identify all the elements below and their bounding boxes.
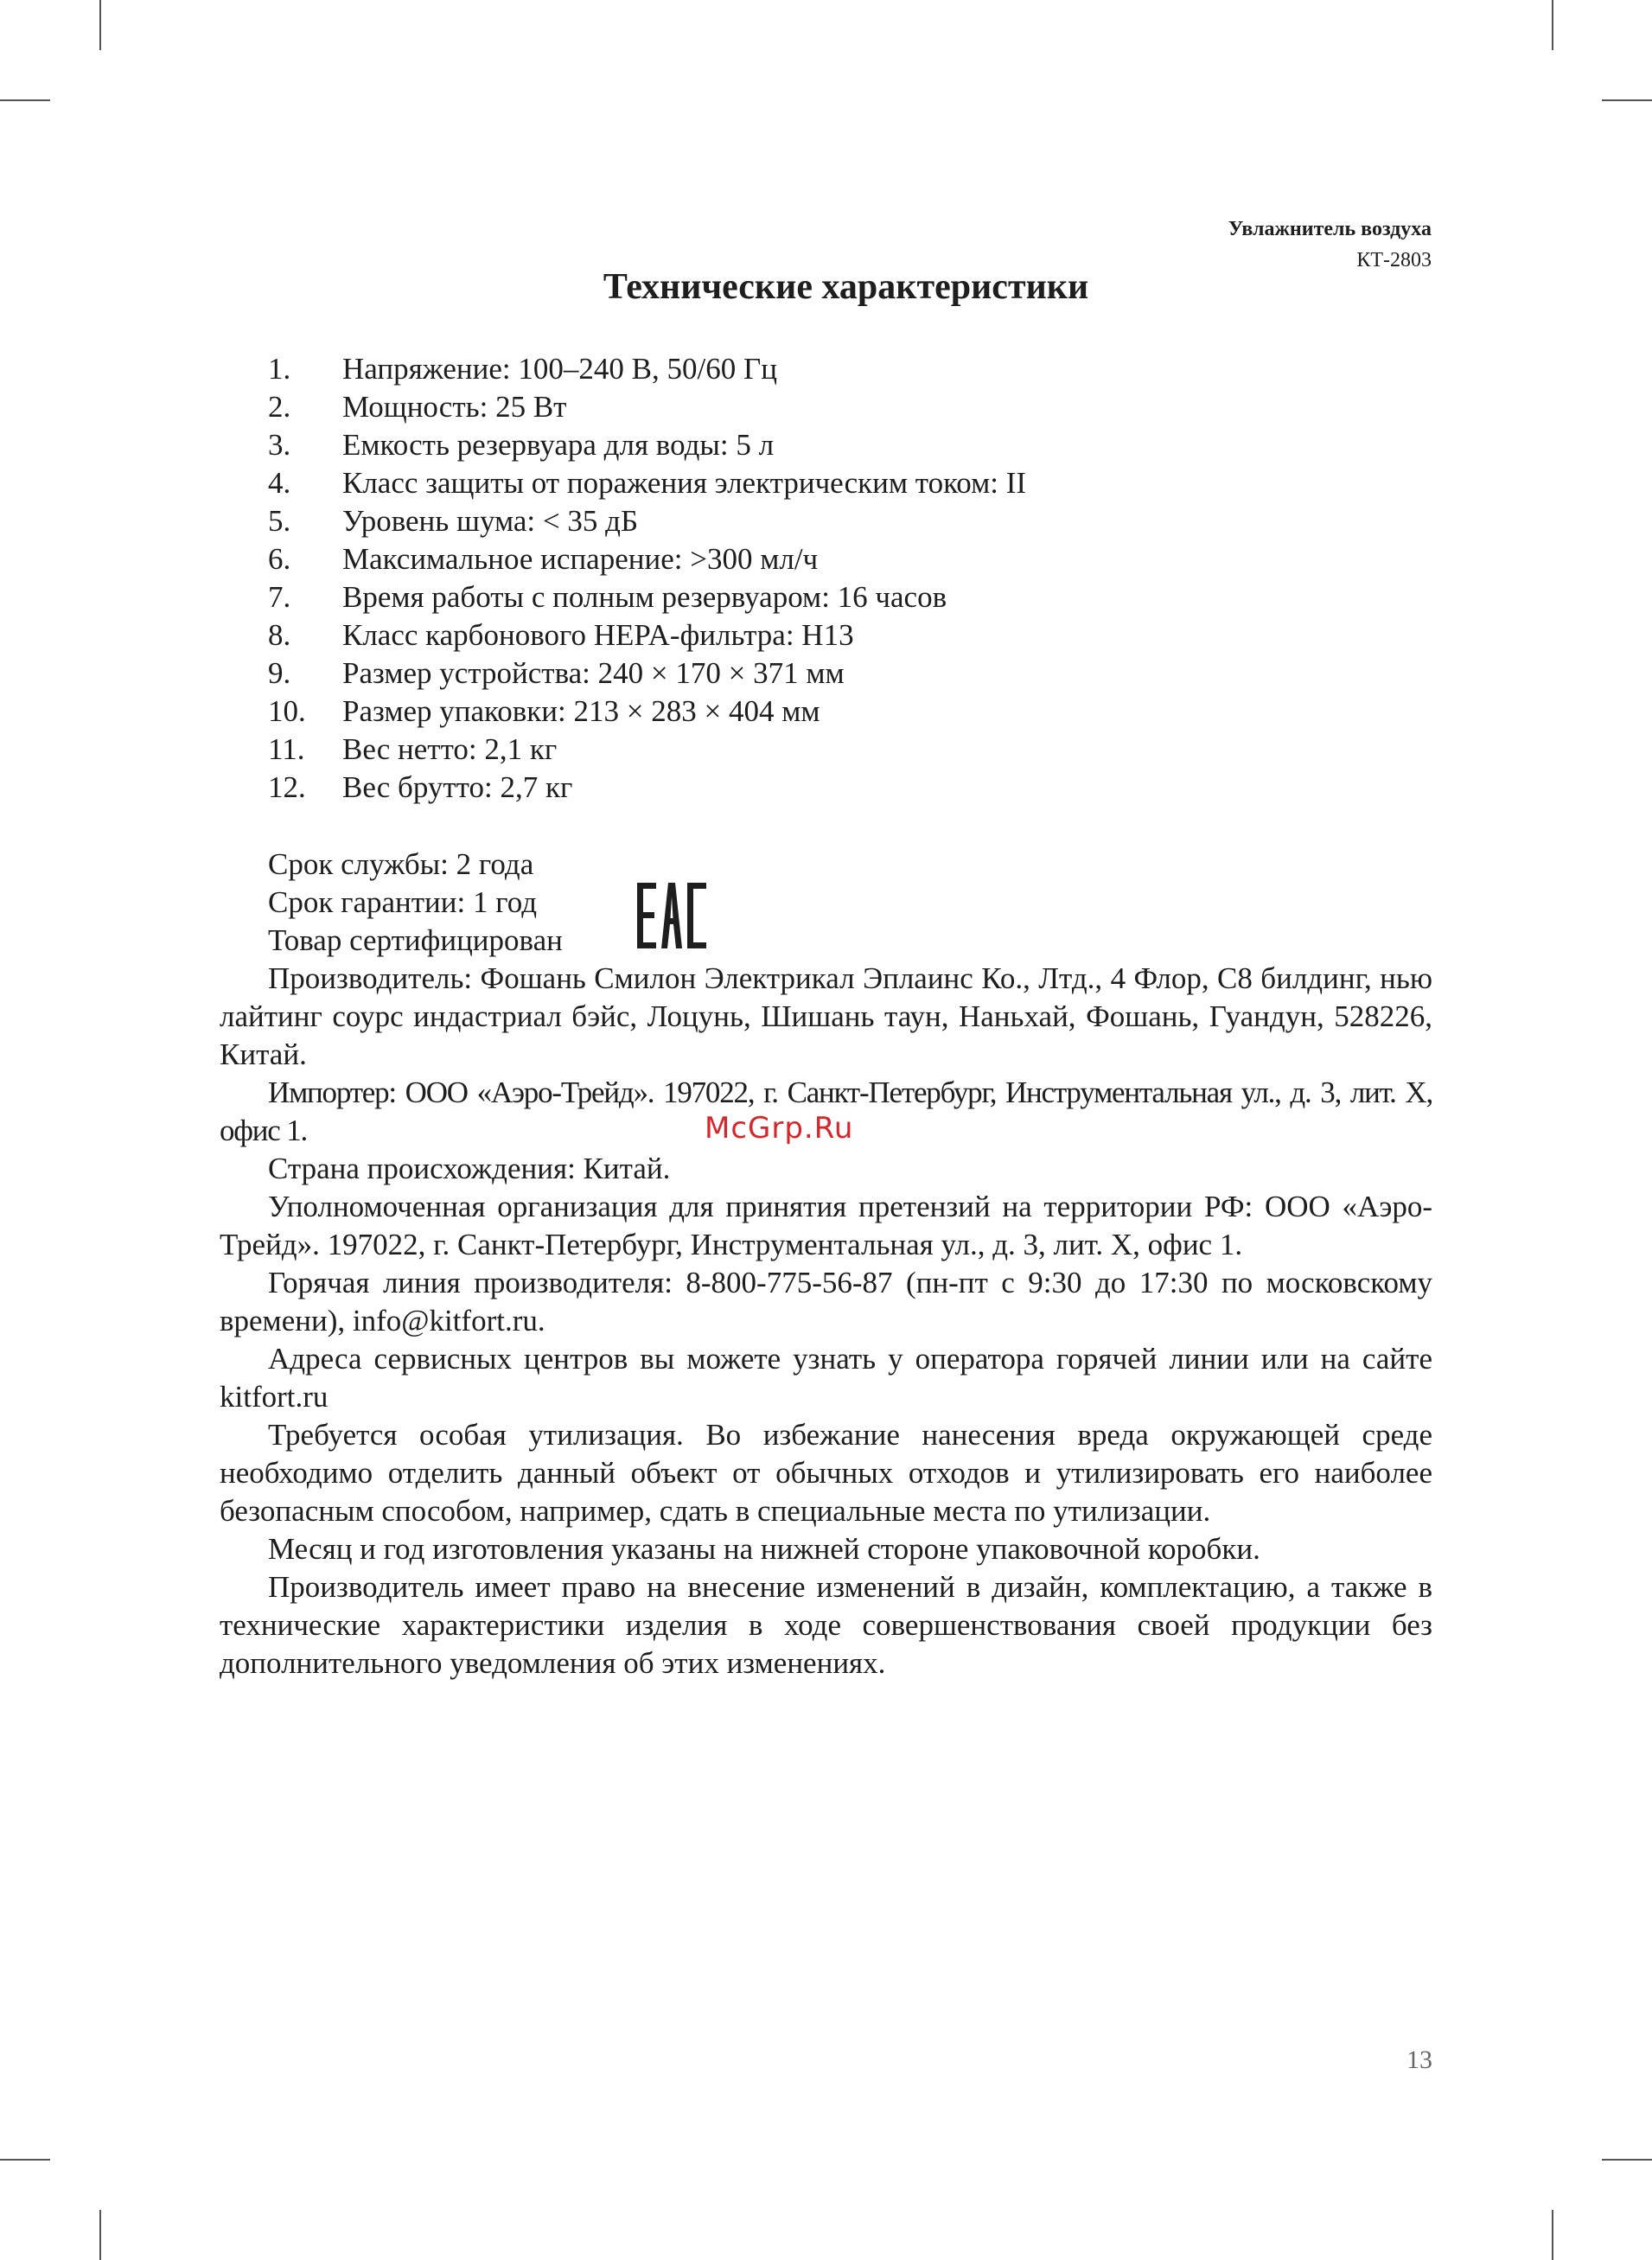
service-life: Срок службы: 2 года — [268, 847, 534, 881]
importer-paragraph: Импортер: ООО «Аэро-Трейд». 197022, г. Санкт-Петербург, Инструментальная ул., д. 3, лит. Х, офис 1. — [220, 1076, 1432, 1147]
spec-number: 11. — [268, 732, 305, 766]
header-product: Увлажнитель воздуха — [1228, 218, 1432, 240]
disposal-paragraph: Требуется особая утилизация. Во избежание нанесения вреда окружающей среде необходимо отделить данный объект от обычных отходов и утилизировать его наиболее безопасным способом, например, сдать в специальные места по утилизации. — [220, 1418, 1432, 1528]
spec-text: Уровень шума: < 35 дБ — [342, 504, 639, 538]
spec-text: Вес нетто: 2,1 кг — [342, 732, 558, 766]
spec-number: 4. — [268, 466, 291, 500]
spec-text: Размер упаковки: 213 × 283 × 404 мм — [342, 694, 820, 728]
spec-text: Размер устройства: 240 × 170 × 371 мм — [342, 656, 845, 690]
notes-section — [220, 846, 1432, 1682]
spec-number: 3. — [268, 428, 291, 462]
spec-text: Мощность: 25 Вт — [342, 390, 567, 424]
spec-list — [268, 350, 1026, 807]
spec-item — [268, 731, 1026, 769]
authorized-paragraph: Уполномоченная организация для принятия претензий на территории РФ: ООО «Аэро-Трейд». 197022, г. Санкт-Петербург, Инструментальная ул., д. 3, лит. Х, офис 1. — [220, 1190, 1432, 1261]
changes-paragraph: Производитель имеет право на внесение изменений в дизайн, комплектацию, а также в технические характеристики изделия в ходе совершенствования своей продукции без дополнительного уведомления об этих изменениях. — [220, 1570, 1432, 1680]
spec-number: 10. — [268, 694, 306, 728]
spec-item — [268, 426, 1026, 464]
spec-number: 2. — [268, 390, 291, 424]
crop-mark — [1602, 99, 1652, 101]
eac-mark-icon — [635, 879, 708, 952]
spec-number: 8. — [268, 618, 291, 652]
spec-number: 6. — [268, 542, 291, 576]
spec-item — [268, 350, 1026, 388]
spec-item — [268, 654, 1026, 693]
watermark: McGrp.Ru — [705, 1111, 854, 1146]
certified: Товар сертифицирован — [268, 923, 563, 957]
crop-mark — [99, 2210, 101, 2260]
spec-item — [268, 616, 1026, 654]
spec-item — [268, 540, 1026, 578]
spec-number: 9. — [268, 656, 291, 690]
spec-text: Напряжение: 100–240 В, 50/60 Гц — [342, 352, 777, 386]
manufacturer-paragraph: Производитель: Фошань Смилон Электрикал Эплаинс Ко., Лтд., 4 Флор, С8 билдинг, нью лайтинг соурс индастриал бэйс, Лоцунь, Шишань таун, Наньхай, Фошань, Гуандун, 528226, Китай. — [220, 961, 1432, 1071]
spec-text: Класс защиты от поражения электрическим током: II — [342, 466, 1027, 500]
spec-text: Емкость резервуара для воды: 5 л — [342, 428, 775, 462]
spec-text: Вес брутто: 2,7 кг — [342, 770, 573, 804]
spec-item — [268, 388, 1026, 426]
spec-text: Максимальное испарение: >300 мл/ч — [342, 542, 819, 576]
crop-mark — [1552, 2210, 1553, 2260]
crop-mark — [0, 2159, 50, 2161]
manufacture-date-paragraph: Месяц и год изготовления указаны на нижней стороне упаковочной коробки. — [268, 1532, 1260, 1566]
crop-mark — [1552, 0, 1553, 50]
spec-item — [268, 464, 1026, 502]
origin-paragraph: Страна происхождения: Китай. — [268, 1152, 671, 1185]
service-centers-paragraph: Адреса сервисных центров вы можете узнать у оператора горячей линии или на сайте kitfort.ru — [220, 1342, 1432, 1414]
spec-text: Время работы с полным резервуаром: 16 часов — [342, 580, 947, 614]
crop-mark — [99, 0, 101, 50]
spec-number: 7. — [268, 580, 291, 614]
spec-text: Класс карбонового HEPA-фильтра: H13 — [342, 618, 854, 652]
spec-item — [268, 769, 1026, 807]
spec-item — [268, 502, 1026, 540]
page-number: 13 — [1406, 2046, 1432, 2074]
header-model: КТ-2803 — [1356, 249, 1432, 271]
spec-number: 1. — [268, 352, 291, 386]
crop-mark — [0, 99, 50, 101]
warranty: Срок гарантии: 1 год — [268, 885, 538, 919]
spec-number: 5. — [268, 504, 291, 538]
crop-mark — [1602, 2159, 1652, 2161]
spec-number: 12. — [268, 770, 306, 804]
hotline-paragraph: Горячая линия производителя: 8-800-775-56-87 (пн-пт с 9:30 до 17:30 по московскому времени), info@kitfort.ru. — [220, 1266, 1432, 1337]
page-title: Технические характеристики — [603, 267, 1089, 307]
spec-item — [268, 578, 1026, 616]
spec-item — [268, 693, 1026, 731]
